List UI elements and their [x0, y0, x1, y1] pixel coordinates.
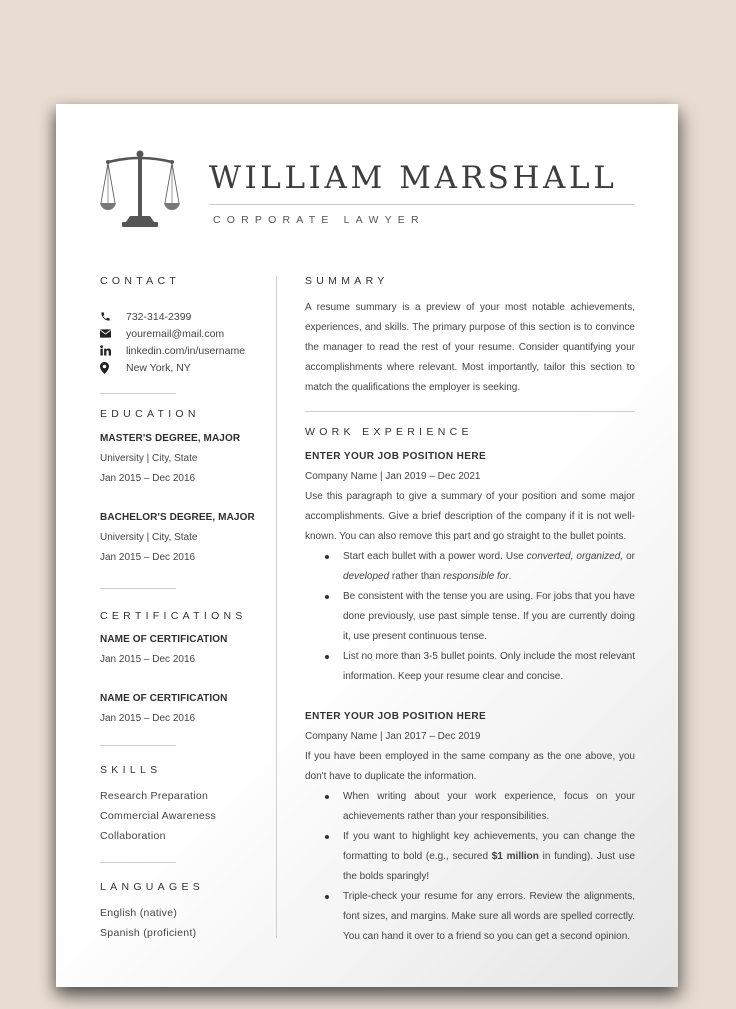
- certification-dates: Jan 2015 – Dec 2016: [100, 654, 196, 665]
- candidate-title: CORPORATE LAWYER: [213, 214, 425, 226]
- language-item: English (native): [100, 907, 178, 919]
- degree-title: MASTER'S DEGREE, MAJOR: [100, 433, 241, 444]
- work-experience-heading: WORK EXPERIENCE: [305, 426, 473, 438]
- job-company: Company Name | Jan 2017 – Dec 2019: [305, 731, 481, 742]
- skill-item: Collaboration: [100, 830, 166, 842]
- contact-location: [100, 359, 270, 376]
- job-bullet: Triple-check your resume for any errors. Review the alignments, font sizes, and margins. Make sure all words are spelled correctly. You can hand it over to a friend so you can get a second opinion.: [343, 887, 635, 947]
- candidate-name: WILLIAM MARSHALL: [209, 160, 618, 196]
- linkedin-text: linkedin.com/in/username: [126, 344, 246, 357]
- job-bullet: List no more than 3-5 bullet points. Only include the most relevant information. Keep your resume clear and concise.: [343, 647, 635, 687]
- education-item: [100, 508, 270, 568]
- education-heading: EDUCATION: [100, 408, 200, 420]
- languages-heading: LANGUAGES: [100, 881, 205, 893]
- degree-dates: Jan 2015 – Dec 2016: [100, 473, 196, 484]
- skill-item: Commercial Awareness: [100, 810, 217, 822]
- job-bullet: Start each bullet with a power word. Use converted, organized, or developed rather than responsible for.: [343, 547, 635, 587]
- job-entry: [305, 447, 635, 687]
- job-company: Company Name | Jan 2019 – Dec 2021: [305, 471, 481, 482]
- certification-dates: Jan 2015 – Dec 2016: [100, 713, 196, 724]
- degree-school: University | City, State: [100, 453, 198, 464]
- certification-name: NAME OF CERTIFICATION: [100, 634, 228, 645]
- contact-linkedin: [100, 342, 270, 359]
- right-column: [305, 274, 635, 947]
- certification-item: [100, 689, 270, 729]
- certification-item: [100, 630, 270, 670]
- map-pin-icon: [100, 362, 126, 374]
- linkedin-icon: [100, 345, 126, 356]
- header-rule: [209, 204, 635, 205]
- email-text: youremail@mail.com: [126, 327, 225, 340]
- left-column: [100, 274, 270, 943]
- contact-phone: [100, 308, 270, 325]
- job-title: ENTER YOUR JOB POSITION HERE: [305, 711, 487, 722]
- job-description: Use this paragraph to give a summary of your position and some major accomplishments. Give a brief description of the company if it is not well-known. You can also remove this part and go straight to the bullet points.: [305, 491, 635, 542]
- job-description: If you have been employed in the same company as the one above, you don't have to duplicate the information.: [305, 751, 635, 782]
- education-item: [100, 429, 270, 489]
- job-title: ENTER YOUR JOB POSITION HERE: [305, 451, 487, 462]
- phone-icon: [100, 311, 126, 322]
- job-entry: [305, 707, 635, 947]
- language-item: Spanish (proficient): [100, 927, 197, 939]
- contact-heading: CONTACT: [100, 275, 181, 287]
- degree-dates: Jan 2015 – Dec 2016: [100, 552, 196, 563]
- location-text: New York, NY: [126, 361, 191, 374]
- skill-item: Research Preparation: [100, 790, 209, 802]
- phone-text: 732-314-2399: [126, 310, 192, 323]
- skills-heading: SKILLS: [100, 764, 162, 776]
- column-divider: [276, 276, 277, 938]
- scales-of-justice-icon: [100, 148, 180, 230]
- email-icon: [100, 329, 126, 338]
- summary-text: A resume summary is a preview of your most notable achievements, experiences, and skills. The primary purpose of this section is to convince the manager to read the rest of your resume. Consider quantifying your accomplishments where relevant. Most importantly, tailor this section to match the qualifications the employer is seeking.: [305, 302, 635, 393]
- degree-title: BACHELOR'S DEGREE, MAJOR: [100, 512, 255, 523]
- job-bullet: If you want to highlight key achievements, you can change the formatting to bold (e.g., secured $1 million in funding). Just use the bolds sparingly!: [343, 827, 635, 887]
- job-bullet: Be consistent with the tense you are using. For jobs that you have done previously, use past simple tense. If you are currently doing it, use present continuous tense.: [343, 587, 635, 647]
- job-bullet: When writing about your work experience, focus on your achievements rather than your responsibilities.: [343, 787, 635, 827]
- job-bullets: [305, 787, 635, 947]
- certification-name: NAME OF CERTIFICATION: [100, 693, 228, 704]
- summary-heading: SUMMARY: [305, 275, 389, 287]
- resume-page: [56, 104, 678, 987]
- certifications-heading: CERTIFICATIONS: [100, 610, 247, 622]
- contact-email: [100, 325, 270, 342]
- degree-school: University | City, State: [100, 532, 198, 543]
- job-bullets: [305, 547, 635, 687]
